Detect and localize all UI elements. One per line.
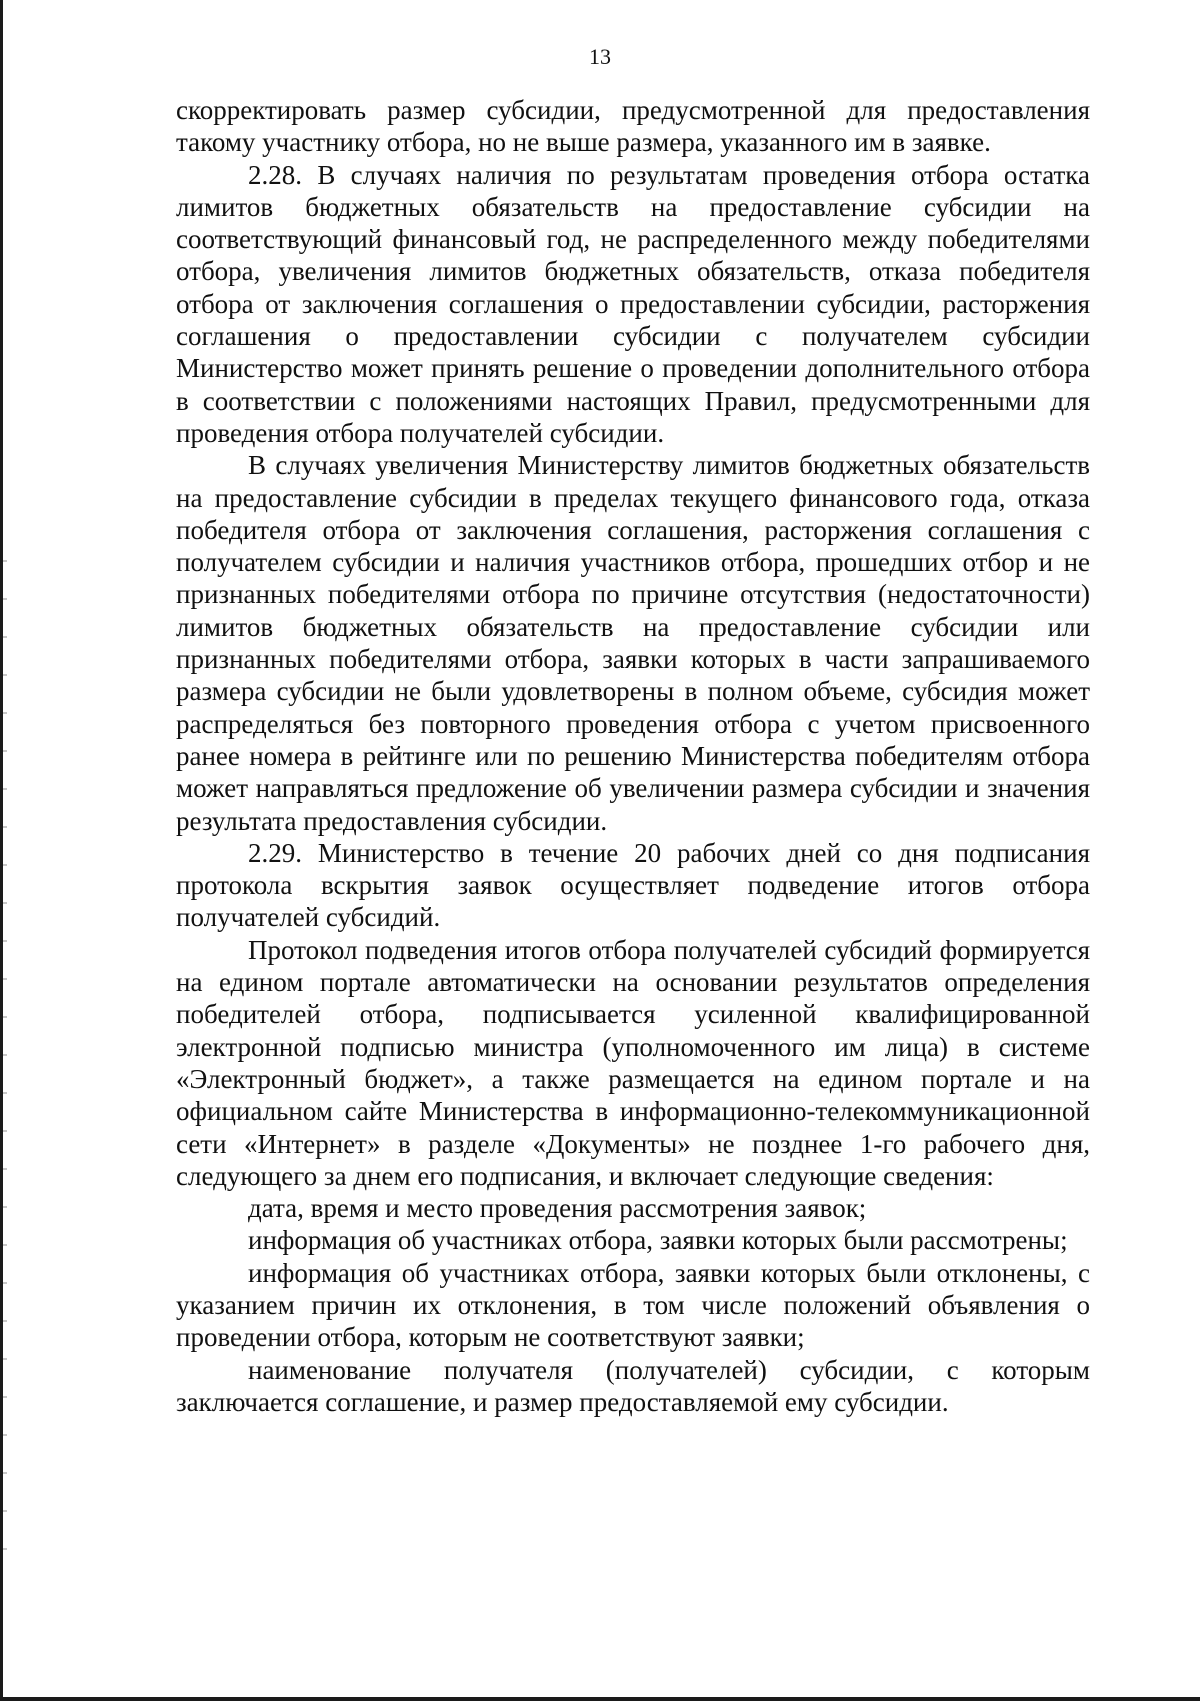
scan-edge-bottom bbox=[0, 1697, 1200, 1701]
paragraph-limits-increase: В случаях увеличения Министерству лимитов бюджетных обязательств на предоставление субсидии в пределах текущего финансового года, отказа победителя отбора от заключения соглашения, расторжения соглашения с получателем субсидии и наличия участников отбора, прошедших отбор и не признанных победителями отбора по причине отсутствия (недостаточности) лимитов бюджетных обязательств на предоставление субсидии или признанных победителями отбора, заявки которых в части запрашиваемого размера субсидии не были удовлетворены в полном объеме, субсидия может распределяться без повторного проведения отбора с учетом присвоенного ранее номера в рейтинге или по решению Министерства победителям отбора может направляться предложение об увеличении размера субсидии и значения результата предоставления субсидии. bbox=[176, 450, 1090, 836]
page-number: 13 bbox=[589, 44, 611, 69]
paragraph-continuation: скорректировать размер субсидии, предусмотренной для предоставления такому участнику отбора, но не выше размера, указанного им в заявке. bbox=[176, 95, 1090, 158]
list-item-date-time-place: дата, время и место проведения рассмотрения заявок; bbox=[248, 1193, 867, 1224]
paragraph-2-29: 2.29. Министерство в течение 20 рабочих дней со дня подписания протокола вскрытия заявок осуществляет подведение итогов отбора получателей субсидий. bbox=[176, 837, 1090, 933]
document-body bbox=[176, 94, 1090, 1418]
paragraph-protocol: Протокол подведения итогов отбора получателей субсидий формируется на едином портале автоматически на основании результатов определения победителей отбора, подписывается усиленной квалифицированной электронной подписью министра (уполномоченного им лица) в системе «Электронный бюджет», а также размещается на едином портале и на официальном сайте Министерства в информационно-телекоммуникационной сети «Интернет» в разделе «Документы» не позднее 1-го рабочего дня, следующего за днем его подписания, и включает следующие сведения: bbox=[176, 934, 1090, 1191]
list-item-recipient-name: наименование получателя (получателей) субсидии, с которым заключается соглашение, и размер предоставляемой ему субсидии. bbox=[176, 1354, 1090, 1417]
list-item-rejected-participants: информация об участниках отбора, заявки которых были отклонены, с указанием причин их отклонения, в том числе положений объявления о проведении отбора, которым не соответствуют заявки; bbox=[176, 1257, 1090, 1353]
paragraph-2-28: 2.28. В случаях наличия по результатам проведения отбора остатка лимитов бюджетных обязательств на предоставление субсидии на соответствующий финансовый год, не распределенного между победителями отбора, увеличения лимитов бюджетных обязательств, отказа победителя отбора от заключения соглашения о предоставлении субсидии, расторжения соглашения о предоставлении субсидии с получателем субсидии Министерство может принять решение о проведении дополнительного отбора в соответствии с положениями настоящих Правил, предусмотренными для проведения отбора получателей субсидии. bbox=[176, 159, 1090, 448]
scan-margin-marks bbox=[3, 560, 7, 1560]
list-item-reviewed-participants: информация об участниках отбора, заявки которых были рассмотрены; bbox=[248, 1225, 1068, 1256]
